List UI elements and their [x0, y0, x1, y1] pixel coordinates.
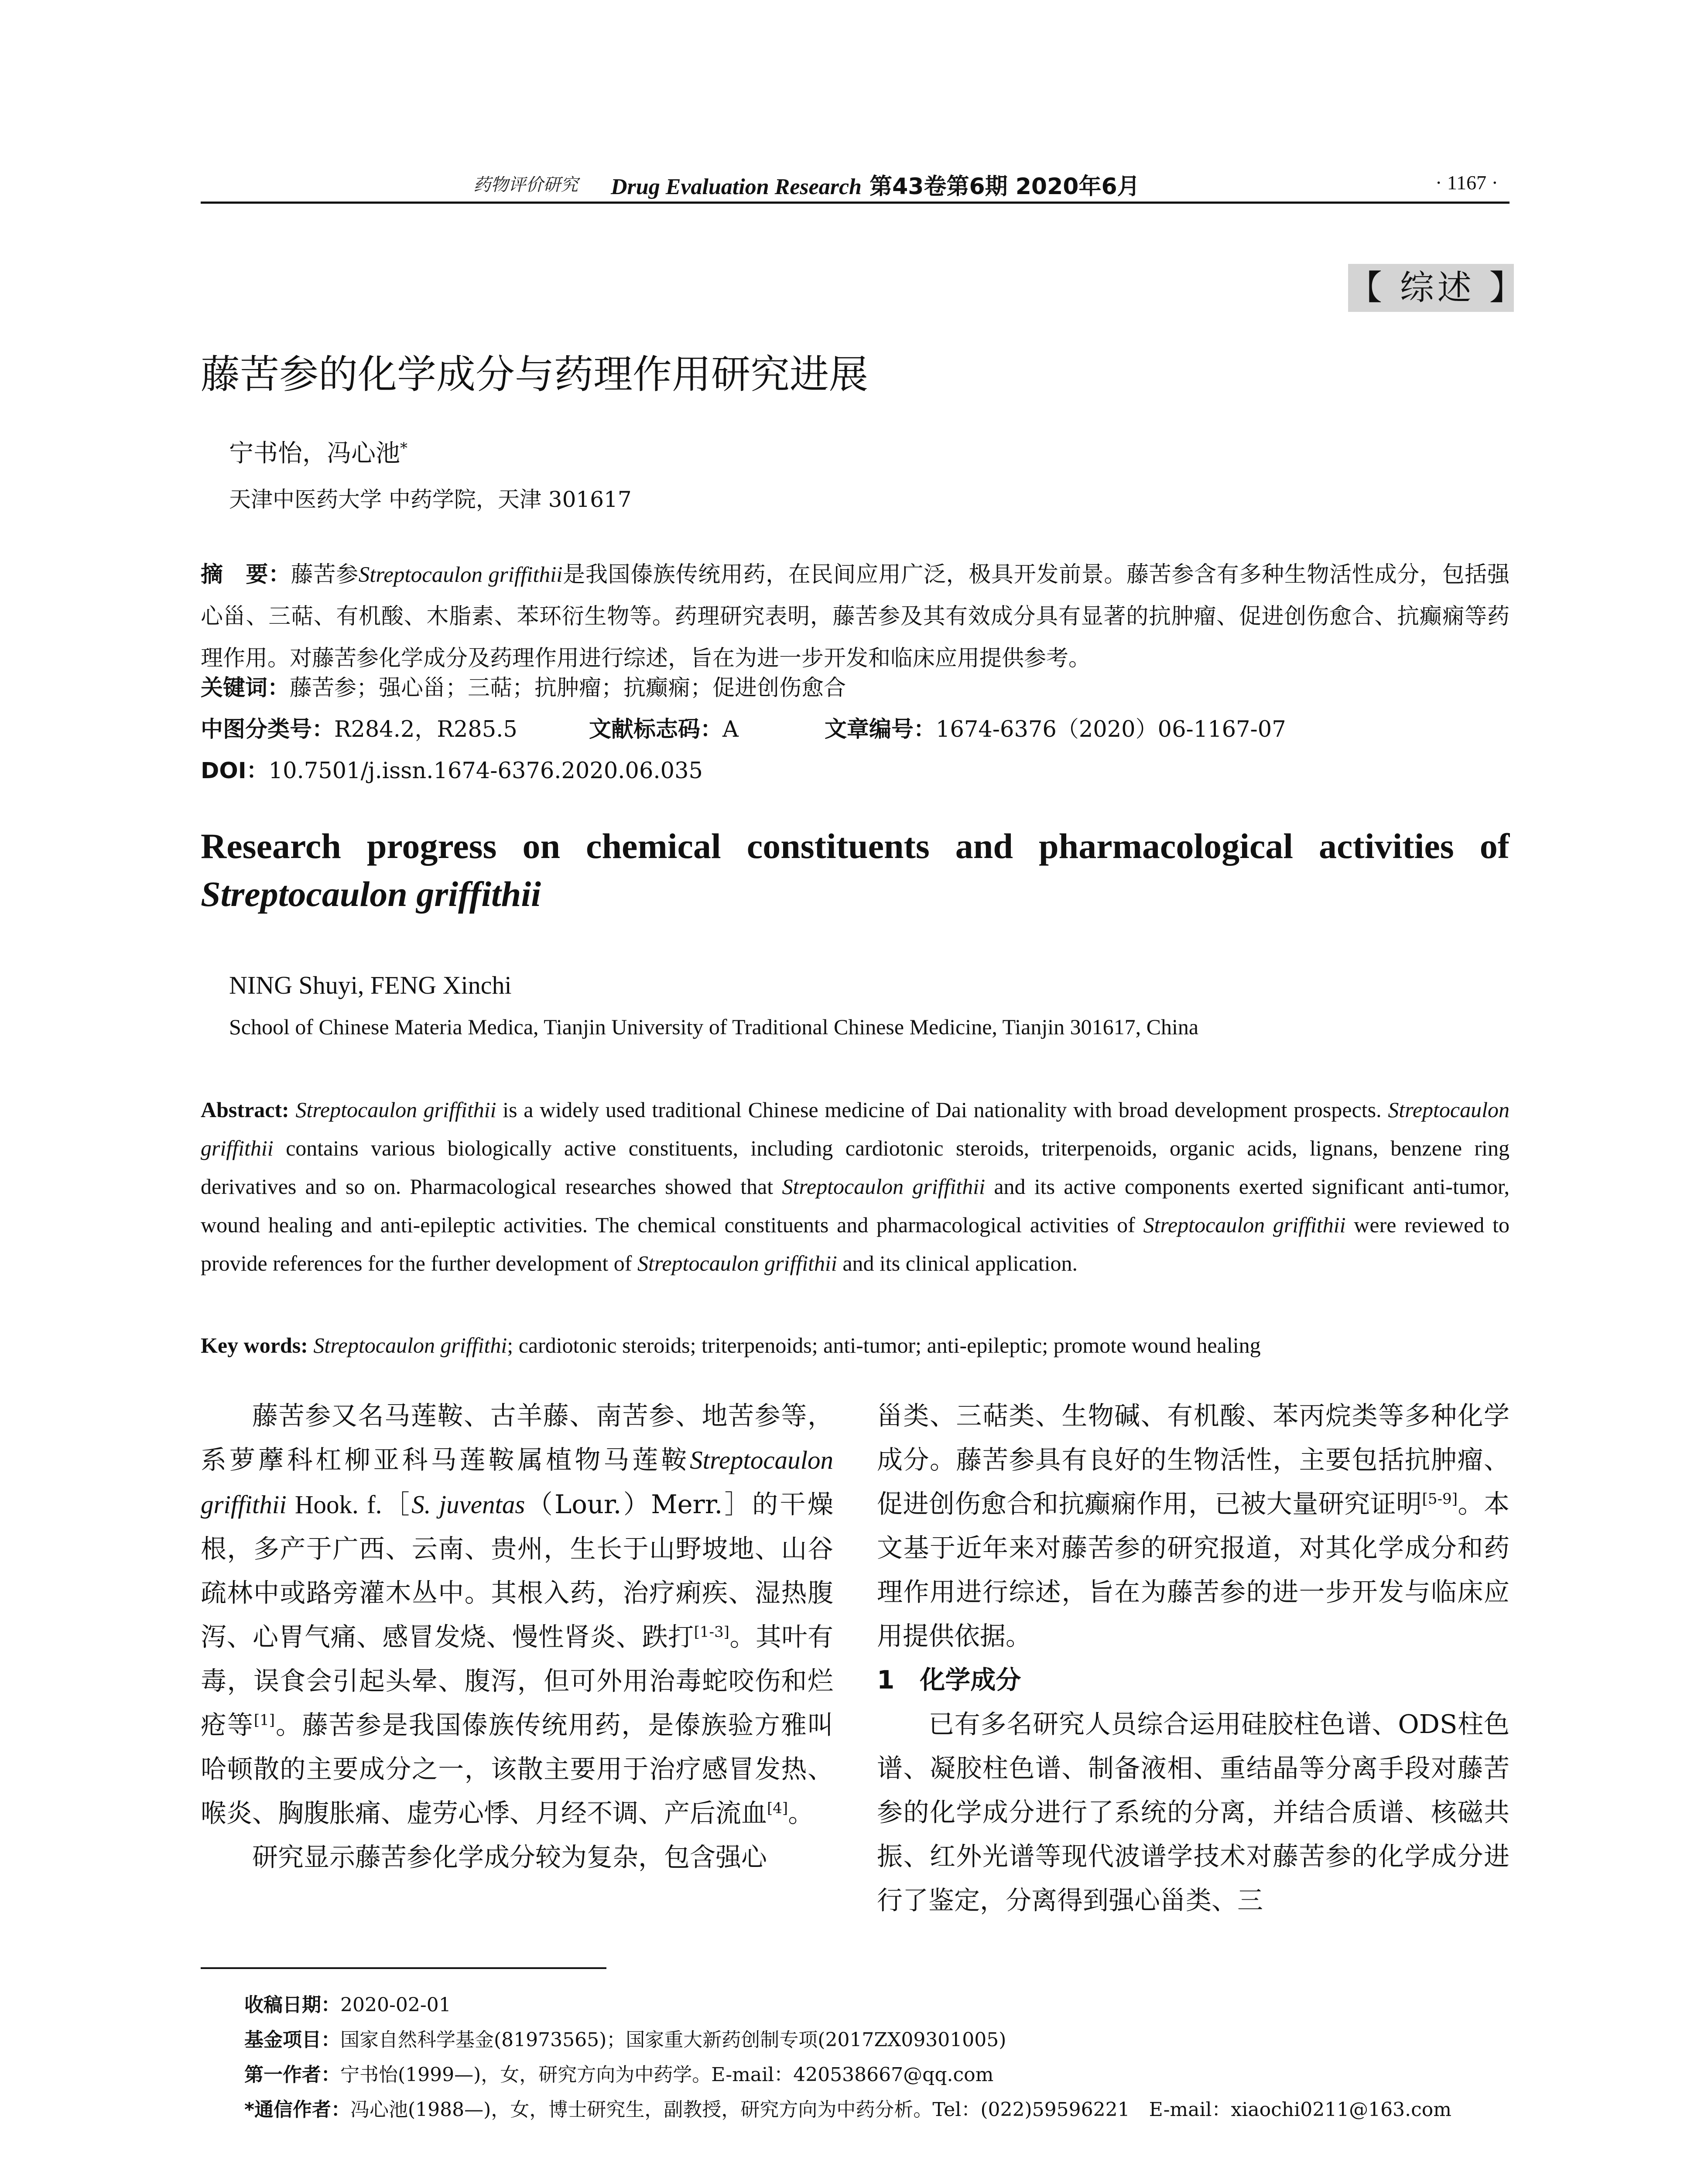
- species-name: Streptocaulon griffithii: [782, 1174, 986, 1199]
- doc-code-value: A: [722, 717, 739, 742]
- affiliation-cn: 天津中医药大学 中药学院，天津 301617: [229, 487, 632, 512]
- keywords-cn-text: 藤苦参；强心甾；三萜；抗肿瘤；抗癫痫；促进创伤愈合: [290, 675, 846, 701]
- header-rule: [201, 202, 1509, 204]
- affiliation-en: School of Chinese Materia Medica, Tianjin University of Traditional Chinese Medicine, Tianjin 301617, China: [229, 1015, 1199, 1039]
- journal-header: [611, 168, 1140, 201]
- abstract-en-text: contains various biologically active constituents, including cardiotonic steroids, triterpenoids, organic acids, lignans, benzene ring derivatives and so on. Pharmacological researches showed that: [201, 1136, 1509, 1199]
- journal-issue: 第43卷第6期 2020年6月: [869, 174, 1140, 200]
- species-name: S. juventas: [411, 1490, 525, 1519]
- doi-value[interactable]: 10.7501/j.issn.1674-6376.2020.06.035: [268, 758, 703, 784]
- species-name: Streptocaulon griffithi: [313, 1333, 507, 1357]
- corresponding-mark: *: [400, 439, 407, 457]
- doc-code: [589, 711, 739, 743]
- keywords-en-text: ; cardiotonic steroids; triterpenoids; anti-tumor; anti-epileptic; promote wound healing: [507, 1333, 1261, 1357]
- doc-code-label: 文献标志码：: [589, 717, 723, 742]
- abstract-en-text: is a widely used traditional Chinese medicine of Dai nationality with broad development prospects.: [503, 1097, 1382, 1122]
- journal-title-en: Drug Evaluation Research: [611, 174, 862, 199]
- article-number-value: 1674-6376（2020）06-1167-07: [936, 717, 1286, 742]
- keywords-en: [201, 1326, 1509, 1364]
- section-heading: 1 化学成分: [877, 1665, 1021, 1695]
- abstract-cn: [201, 554, 1509, 680]
- footnote-rule: [201, 1967, 606, 1969]
- footnote-fund: 基金项目：国家自然科学基金(81973565)；国家重大新药创制专项(2017ZX09301005): [244, 2029, 1006, 2051]
- authors-en: NING Shuyi, FENG Xinchi: [229, 971, 512, 999]
- citation-ref[interactable]: [1]: [253, 1711, 275, 1729]
- species-name: Streptocaulon griffithii: [201, 1097, 1510, 1160]
- article-title-cn: 藤苦参的化学成分与药理作用研究进展: [201, 352, 868, 397]
- body-paragraph: 研究显示藤苦参化学成分较为复杂，包含强心: [252, 1842, 767, 1872]
- article-number: [825, 711, 1286, 743]
- body-paragraph: 甾类、三萜类、生物碱、有机酸、苯丙烷类等多种化学成分。藤苦参具有良好的生物活性，主要包括抗肿瘤、促进创伤愈合和抗癫痫作用，已被大量研究证明[5-9]。本文基于近年来对藤苦参的研究报道，对其化学成分和药理作用进行综述，旨在为藤苦参的进一步开发与临床应用提供依据。: [877, 1401, 1509, 1651]
- species-name: Streptocaulon griffithii: [1143, 1213, 1346, 1237]
- species-name: Streptocaulon griffithii: [295, 1097, 496, 1122]
- species-name: Streptocaulon griffithii: [201, 1446, 833, 1519]
- abstract-en-text: were reviewed to provide references for the further development of: [201, 1213, 1509, 1275]
- footnote-first-author: 第一作者：宁书怡(1999—)，女，研究方向为中药学。E-mail：420538667@qq.com: [244, 2064, 994, 2086]
- authors-cn-names: 宁书怡，冯心池: [229, 439, 400, 468]
- abstract-cn-text: 藤苦参: [291, 562, 359, 588]
- article-title-en-line2: Streptocaulon griffithii: [201, 874, 541, 914]
- page-number: · 1167 ·: [1435, 171, 1498, 194]
- abstract-en-label: Abstract:: [201, 1097, 289, 1122]
- classification-row: [201, 711, 517, 743]
- abstract-cn-species: Streptocaulon griffithii: [358, 563, 563, 587]
- footnote-corresponding-author: *通信作者：冯心池(1988—)，女，博士研究生，副教授，研究方向为中药分析。Tel：(022)59596221 E-mail：xiaochi0211@163.com: [244, 2099, 1451, 2121]
- clc-label: 中图分类号：: [201, 717, 335, 742]
- keywords-cn: [201, 670, 846, 702]
- footnote-received: 收稿日期：2020-02-01: [244, 1994, 451, 2016]
- abstract-cn-label: 摘 要：: [201, 562, 291, 588]
- article-title-en: [201, 822, 1509, 918]
- doi: [201, 752, 703, 785]
- keywords-en-label: Key words:: [201, 1333, 308, 1357]
- abstract-cn-text: 是我国傣族传统用药，在民间应用广泛，极具开发前景。藤苦参含有多种生物活性成分，包括强心甾、三萜、有机酸、木脂素、苯环衍生物等。药理研究表明，藤苦参及其有效成分具有显著的抗肿瘤、促进创伤愈合、抗癫痫等药理作用。对藤苦参化学成分及药理作用进行综述，旨在为进一步开发和临床应用提供参考。: [201, 562, 1509, 671]
- keywords-cn-label: 关键词：: [201, 675, 290, 701]
- article-number-label: 文章编号：: [825, 717, 936, 742]
- authors-cn: [229, 434, 407, 469]
- abstract-en-text: and its active components exerted significant anti-tumor, wound healing and anti-epileptic activities. The chemical constituents and pharmacological activities of: [201, 1174, 1510, 1237]
- body-column-right: [877, 1394, 1509, 1922]
- body-paragraph: 藤苦参又名马莲鞍、古羊藤、南苦参、地苦参等，系萝藦科杠柳亚科马莲鞍属植物马莲鞍Streptocaulon griffithii Hook. f.［S. juventas（Lour.）Merr.］的干燥根，多产于广西、云南、贵州，生长于山野坡地、山谷疏林中或路旁灌木丛中。其根入药，治疗痢疾、湿热腹泻、心胃气痛、感冒发烧、慢性肾炎、跌打[1-3]。其叶有毒，误食会引起头晕、腹泻，但可外用治毒蛇咬伤和烂疮等[1]。藤苦参是我国傣族传统用药，是傣族验方雅叫哈顿散的主要成分之一，该散主要用于治疗感冒发热、喉炎、胸腹胀痛、虚劳心悸、月经不调、产后流血[4]。: [201, 1401, 833, 1828]
- abstract-en: [201, 1090, 1509, 1282]
- body-paragraph: 已有多名研究人员综合运用硅胶柱色谱、ODS柱色谱、凝胶柱色谱、制备液相、重结晶等分离手段对藤苦参的化学成分进行了系统的分离，并结合质谱、核磁共振、红外光谱等现代波谱学技术对藤苦参的化学成分进行了鉴定，分离得到强心甾类、三: [877, 1709, 1509, 1915]
- citation-ref[interactable]: [5-9]: [1422, 1490, 1458, 1508]
- body-column-left: [201, 1394, 833, 1879]
- abstract-en-text: and its clinical application.: [842, 1251, 1078, 1275]
- clc-value: R284.2，R285.5: [334, 717, 517, 742]
- citation-ref[interactable]: [1-3]: [694, 1623, 729, 1641]
- section-tag: 【 综述 】: [1348, 264, 1514, 312]
- species-name: Streptocaulon griffithii: [637, 1251, 837, 1275]
- citation-ref[interactable]: [4]: [767, 1799, 788, 1817]
- article-title-en-line1: Research progress on chemical constituents and pharmacological activities of: [201, 826, 1509, 866]
- doi-label: DOI：: [201, 758, 269, 784]
- journal-logo: 药物评价研究: [473, 175, 578, 195]
